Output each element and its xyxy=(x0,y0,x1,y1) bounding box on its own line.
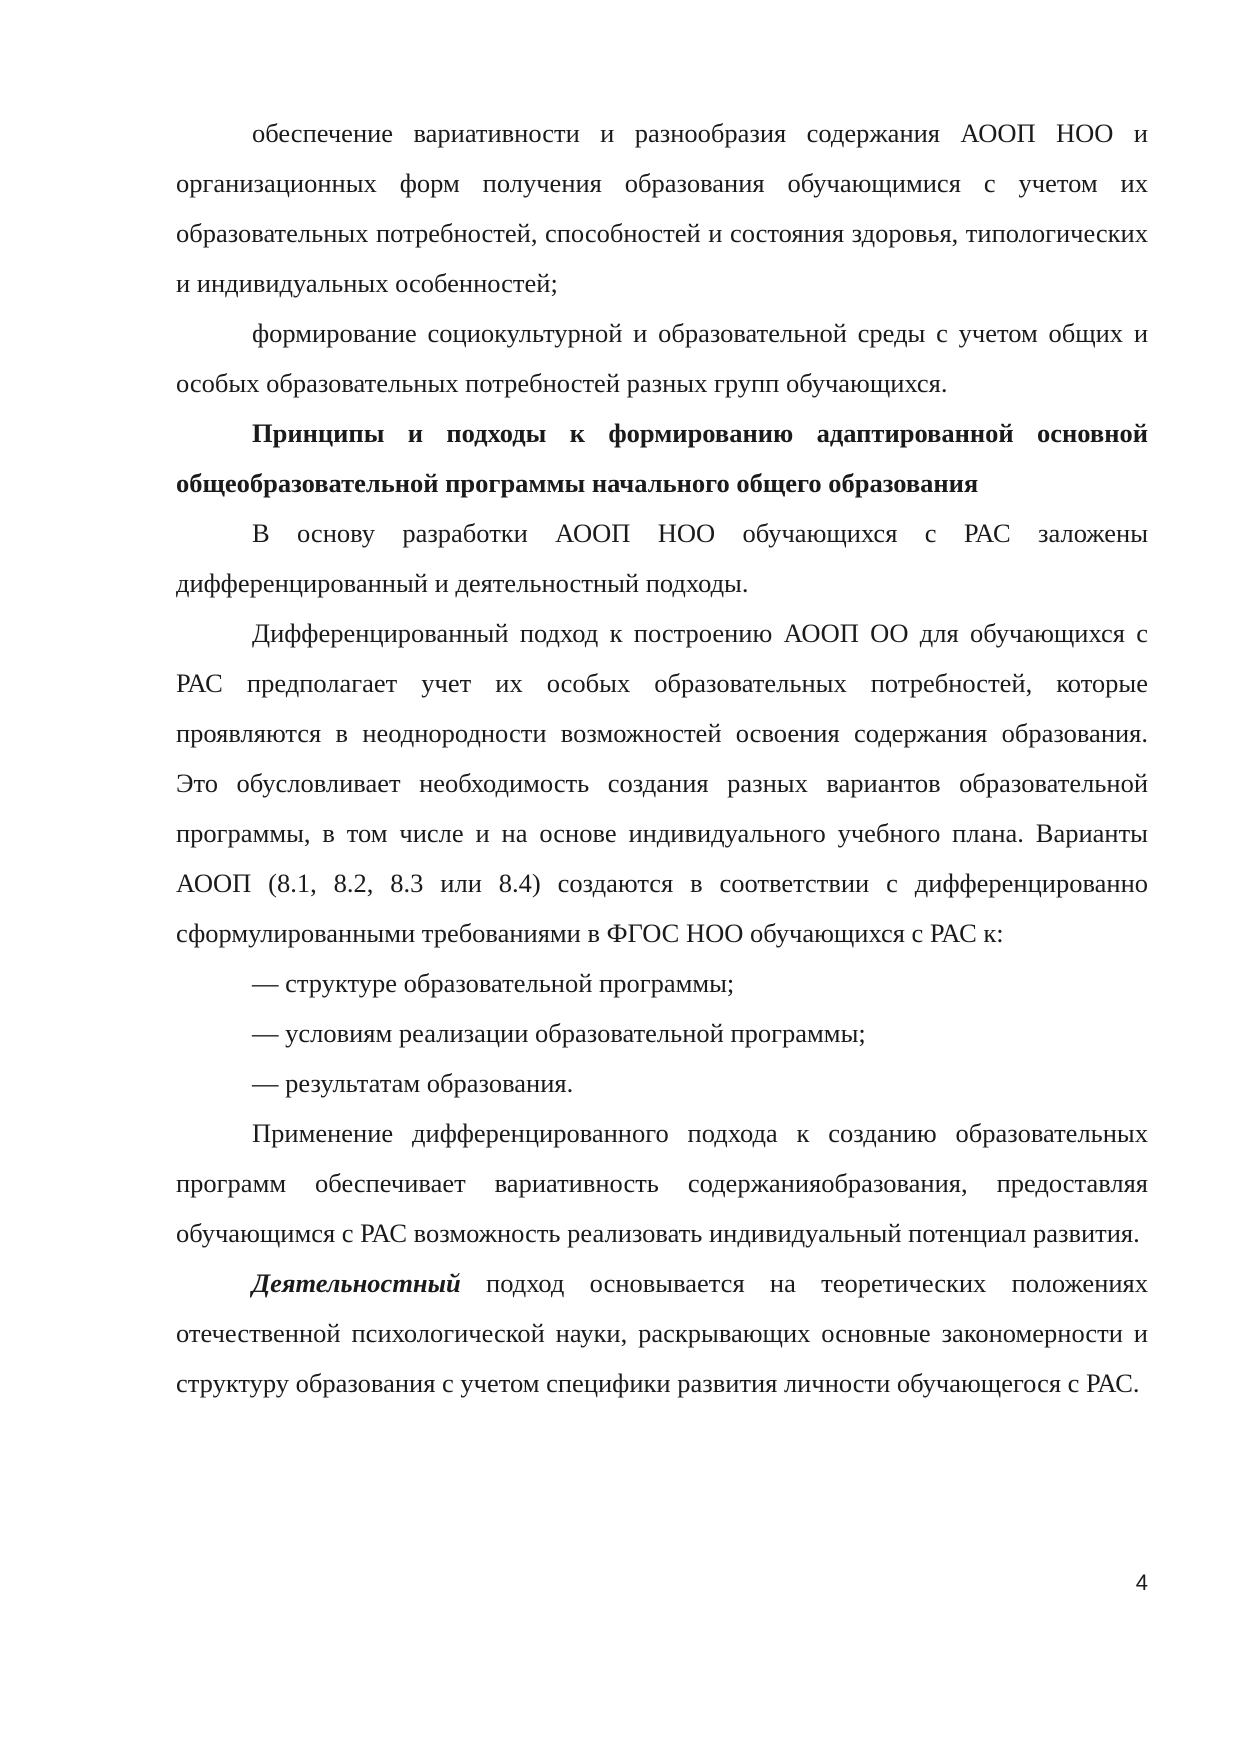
paragraph-environment: формирование социокультурной и образовательной среды с учетом общих и особых образовательных потребностей разных групп обучающихся. xyxy=(176,318,1148,398)
emphasized-term: Деятельностный xyxy=(252,1268,461,1298)
list-item: — условиям реализации образовательной программы; xyxy=(252,1018,866,1048)
list-item: — результатам образования. xyxy=(252,1068,574,1098)
section-heading: Принципы и подходы к формированию адаптированной основной общеобразовательной программы начального общего образования xyxy=(176,418,1148,498)
paragraph-differentiated-approach: Дифференцированный подход к построению АООП ОО для обучающихся с РАС предполагает учет их особых образовательных потребностей, которые проявляются в неоднородности возможностей освоения содержания образования. Это обусловливает необходимость создания разных вариантов образовательной программы, в том числе и на основе индивидуального учебного плана. Варианты АООП (8.1, 8.2, 8.3 или 8.4) создаются в соответствии с дифференцированно сформулированными требованиями в ФГОС НОО обучающихся с РАС к: xyxy=(176,618,1148,948)
paragraph-activity-approach xyxy=(176,1258,1148,1408)
paragraph-application: Применение дифференцированного подхода к созданию образовательных программ обеспечивает вариативность содержанияобразования, предоставляя обучающимся с РАС возможность реализовать индивидуальный потенциал развития. xyxy=(176,1118,1148,1248)
page-number: 4 xyxy=(1135,1570,1148,1595)
paragraph-approaches: В основу разработки АООП НОО обучающихся с РАС заложены дифференцированный и деятельностный подходы. xyxy=(176,518,1148,598)
body-text xyxy=(176,108,1148,1408)
list-item: — структуре образовательной программы; xyxy=(252,968,735,998)
paragraph-variability: обеспечение вариативности и разнообразия содержания АООП НОО и организационных форм получения образования обучающимися с учетом их образовательных потребностей, способностей и состояния здоровья, типологических и индивидуальных особенностей; xyxy=(176,118,1148,298)
paragraph-activity-text: подход основывается на теоретических положениях отечественной психологической науки, раскрывающих основные закономерности и структуру образования с учетом специфики развития личности обучающегося с РАС. xyxy=(176,1268,1148,1398)
